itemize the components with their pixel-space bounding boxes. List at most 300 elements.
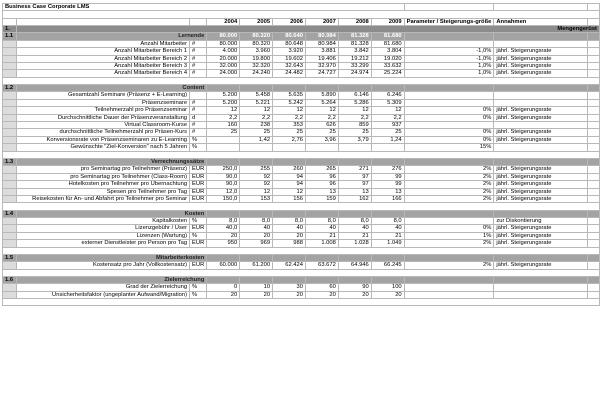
value-cell[interactable]: 3.842 xyxy=(338,48,371,55)
row-label[interactable]: Gewünschte "Ziel-Konversion" nach 5 Jahren xyxy=(16,144,189,151)
value-cell[interactable]: 160 xyxy=(207,122,240,129)
assumption-cell[interactable]: jährl. Steigerungsrate xyxy=(494,181,587,188)
row-label[interactable]: Unsicherheitsfaktor (ungeplanter Aufwand/Migration) xyxy=(16,291,189,298)
value-cell[interactable]: 988 xyxy=(273,240,306,247)
value-cell[interactable] xyxy=(371,144,404,151)
value-cell[interactable]: 20 xyxy=(240,291,273,298)
value-cell[interactable]: 5.221 xyxy=(240,99,273,106)
assumption-cell[interactable]: jährl. Steigerungsrate xyxy=(494,70,587,77)
value-cell[interactable]: 12 xyxy=(240,107,273,114)
value-cell[interactable]: 90,0 xyxy=(207,173,240,180)
value-cell[interactable]: 94 xyxy=(273,181,306,188)
value-cell[interactable]: 1,24 xyxy=(371,136,404,143)
row-unit[interactable]: # xyxy=(190,48,207,55)
value-cell[interactable]: 276 xyxy=(371,166,404,173)
value-cell[interactable]: 19.406 xyxy=(305,55,338,62)
value-cell[interactable]: 3.960 xyxy=(240,48,273,55)
section-number[interactable]: 1. xyxy=(3,26,17,33)
assumption-cell[interactable]: jährl. Steigerungsrate xyxy=(494,129,587,136)
group-header-value[interactable]: 80.640 xyxy=(273,33,306,40)
value-cell[interactable]: 8,0 xyxy=(371,217,404,224)
section-title[interactable]: Mengengerüst xyxy=(16,26,599,33)
parameter-cell[interactable] xyxy=(404,291,494,298)
assumption-cell[interactable]: jährl. Steigerungsrate xyxy=(494,107,587,114)
assumption-cell[interactable]: jährl. Steigerungsrate xyxy=(494,48,587,55)
value-cell[interactable]: 2,2 xyxy=(207,114,240,121)
assumption-cell[interactable]: jährl. Steigerungsrate xyxy=(494,188,587,195)
value-cell[interactable]: 60 xyxy=(305,284,338,291)
value-cell[interactable]: 20 xyxy=(207,232,240,239)
value-cell[interactable]: 32.970 xyxy=(305,63,338,70)
group-header-value[interactable] xyxy=(273,210,306,217)
value-cell[interactable]: 24.000 xyxy=(207,70,240,77)
value-cell[interactable]: 19.800 xyxy=(240,55,273,62)
value-cell[interactable]: 92 xyxy=(240,173,273,180)
value-cell[interactable]: 2,2 xyxy=(240,114,273,121)
group-header-value[interactable] xyxy=(305,276,338,283)
group-header-value[interactable] xyxy=(338,276,371,283)
value-cell[interactable]: 63.672 xyxy=(305,262,338,269)
assumption-cell[interactable] xyxy=(494,291,587,298)
group-header-value[interactable] xyxy=(371,276,404,283)
value-cell[interactable]: 66.245 xyxy=(371,262,404,269)
group-title[interactable]: Kosten xyxy=(16,210,206,217)
row-label[interactable]: Kostensatz pro Jahr (Vollkostensatz) xyxy=(16,262,189,269)
value-cell[interactable]: 153 xyxy=(240,195,273,202)
value-cell[interactable]: 12 xyxy=(371,107,404,114)
parameter-cell[interactable]: 2% xyxy=(404,173,494,180)
parameter-cell[interactable]: 2% xyxy=(404,195,494,202)
value-cell[interactable]: 20 xyxy=(371,291,404,298)
parameter-cell[interactable] xyxy=(404,92,494,99)
value-cell[interactable]: 3.881 xyxy=(305,48,338,55)
row-label[interactable]: Lizenzgebühr / User xyxy=(16,225,189,232)
row-label[interactable]: Gesamtzahl Seminare (Präsenz + E-Learning) xyxy=(16,92,189,99)
group-title[interactable]: Content xyxy=(16,85,206,92)
value-cell[interactable]: 159 xyxy=(305,195,338,202)
parameter-cell[interactable]: 2% xyxy=(404,262,494,269)
parameter-cell[interactable] xyxy=(404,99,494,106)
value-cell[interactable]: 969 xyxy=(240,240,273,247)
value-cell[interactable]: 40 xyxy=(371,225,404,232)
parameter-cell[interactable] xyxy=(404,40,494,47)
assumption-cell[interactable]: jährl. Steigerungsrate xyxy=(494,136,587,143)
group-header-value[interactable]: 81.328 xyxy=(338,33,371,40)
row-unit[interactable]: % xyxy=(190,136,207,143)
parameter-cell[interactable]: 15% xyxy=(404,144,494,151)
value-cell[interactable]: 8,0 xyxy=(338,217,371,224)
parameter-cell[interactable]: 2% xyxy=(404,181,494,188)
value-cell[interactable]: 92 xyxy=(240,181,273,188)
value-cell[interactable]: 8,0 xyxy=(240,217,273,224)
assumption-cell[interactable] xyxy=(494,144,587,151)
value-cell[interactable]: 2,2 xyxy=(273,114,306,121)
assumption-cell[interactable]: jährl. Steigerungsrate xyxy=(494,166,587,173)
row-unit[interactable]: % xyxy=(190,144,207,151)
value-cell[interactable]: 24.974 xyxy=(338,70,371,77)
group-header-value[interactable]: 80.984 xyxy=(305,33,338,40)
year-header-2005[interactable]: 2005 xyxy=(240,18,273,25)
group-header-value[interactable]: 80.320 xyxy=(240,33,273,40)
value-cell[interactable]: 80.984 xyxy=(305,40,338,47)
assumption-cell[interactable] xyxy=(494,122,587,129)
value-cell[interactable]: 859 xyxy=(338,122,371,129)
parameter-cell[interactable]: 0% xyxy=(404,136,494,143)
value-cell[interactable]: 1.049 xyxy=(371,240,404,247)
value-cell[interactable]: 20 xyxy=(338,291,371,298)
value-cell[interactable]: 80.648 xyxy=(273,40,306,47)
value-cell[interactable]: 5.200 xyxy=(207,92,240,99)
value-cell[interactable]: 250,0 xyxy=(207,166,240,173)
value-cell[interactable]: 80.320 xyxy=(240,40,273,47)
value-cell[interactable]: 156 xyxy=(273,195,306,202)
value-cell[interactable]: 40 xyxy=(338,225,371,232)
value-cell[interactable]: 265 xyxy=(305,166,338,173)
group-title[interactable]: Verrechnungssätze xyxy=(16,158,206,165)
row-unit[interactable]: # xyxy=(190,70,207,77)
group-header-value[interactable] xyxy=(207,276,240,283)
group-header-value[interactable] xyxy=(273,276,306,283)
row-unit[interactable]: # xyxy=(190,55,207,62)
value-cell[interactable]: 40,0 xyxy=(207,225,240,232)
value-cell[interactable]: 94 xyxy=(273,173,306,180)
group-number[interactable]: 1.1 xyxy=(3,33,17,40)
assumption-cell[interactable]: jährl. Steigerungsrate xyxy=(494,114,587,121)
parameter-cell[interactable]: 1% xyxy=(404,232,494,239)
year-header-2008[interactable]: 2008 xyxy=(338,18,371,25)
value-cell[interactable]: 61.200 xyxy=(240,262,273,269)
value-cell[interactable]: 12 xyxy=(273,188,306,195)
group-header-value[interactable] xyxy=(305,210,338,217)
assumption-cell[interactable]: zur Diskontierung xyxy=(494,217,587,224)
value-cell[interactable]: 12 xyxy=(240,188,273,195)
row-label[interactable]: Grad der Zielerreichung xyxy=(16,284,189,291)
value-cell[interactable]: 5.264 xyxy=(305,99,338,106)
year-header-2004[interactable]: 2004 xyxy=(207,18,240,25)
value-cell[interactable]: 62.424 xyxy=(273,262,306,269)
value-cell[interactable]: 25 xyxy=(305,129,338,136)
row-unit[interactable]: # xyxy=(190,99,207,106)
assumption-cell[interactable]: jährl. Steigerungsrate xyxy=(494,63,587,70)
value-cell[interactable]: 950 xyxy=(207,240,240,247)
value-cell[interactable]: 25 xyxy=(371,129,404,136)
group-header-value[interactable] xyxy=(273,254,306,261)
row-label[interactable]: Lizenzen (Wartung) xyxy=(16,232,189,239)
value-cell[interactable]: 13 xyxy=(338,188,371,195)
value-cell[interactable]: 5.286 xyxy=(338,99,371,106)
value-cell[interactable]: 5.635 xyxy=(273,92,306,99)
value-cell[interactable]: 260 xyxy=(273,166,306,173)
value-cell[interactable]: 25.224 xyxy=(371,70,404,77)
group-header-value[interactable] xyxy=(207,210,240,217)
group-header-value[interactable] xyxy=(305,85,338,92)
group-header-value[interactable] xyxy=(240,158,273,165)
value-cell[interactable]: 0 xyxy=(207,284,240,291)
group-number[interactable]: 1.4 xyxy=(3,210,17,217)
group-header-value[interactable] xyxy=(207,158,240,165)
row-unit[interactable]: # xyxy=(190,122,207,129)
row-label[interactable]: pro Seminartag pro Teilnehmer (Präsenz) xyxy=(16,166,189,173)
parameter-cell[interactable]: 0% xyxy=(404,225,494,232)
value-cell[interactable]: 5.309 xyxy=(371,99,404,106)
parameter-cell[interactable] xyxy=(404,122,494,129)
assumption-cell[interactable]: jährl. Steigerungsrate xyxy=(494,240,587,247)
group-title[interactable]: Lernende xyxy=(16,33,206,40)
group-number[interactable]: 1.3 xyxy=(3,158,17,165)
value-cell[interactable]: 81.328 xyxy=(338,40,371,47)
row-unit[interactable]: EUR xyxy=(190,188,207,195)
row-unit[interactable]: EUR xyxy=(190,240,207,247)
group-header-value[interactable]: 81.680 xyxy=(371,33,404,40)
value-cell[interactable]: 8,0 xyxy=(273,217,306,224)
group-header-value[interactable] xyxy=(273,85,306,92)
row-label[interactable]: Hotelkosten pro Teilnehmer pro Übernachtung xyxy=(16,181,189,188)
value-cell[interactable]: 33.299 xyxy=(338,63,371,70)
value-cell[interactable]: 2,2 xyxy=(338,114,371,121)
parameter-cell[interactable]: 0% xyxy=(404,129,494,136)
value-cell[interactable]: 25 xyxy=(207,129,240,136)
row-unit[interactable]: # xyxy=(190,107,207,114)
value-cell[interactable]: 21 xyxy=(338,232,371,239)
parameter-cell[interactable]: 1,0% xyxy=(404,70,494,77)
row-unit[interactable]: EUR xyxy=(190,195,207,202)
value-cell[interactable]: 96 xyxy=(305,173,338,180)
parameter-cell[interactable]: 0% xyxy=(404,107,494,114)
parameter-cell[interactable]: -1,0% xyxy=(404,48,494,55)
row-label[interactable]: Präsenzseminare xyxy=(16,99,189,106)
row-label[interactable]: externer Dienstleister pro Person pro Tag xyxy=(16,240,189,247)
value-cell[interactable] xyxy=(207,136,240,143)
parameter-cell[interactable]: 0% xyxy=(404,114,494,121)
row-unit[interactable]: % xyxy=(190,291,207,298)
group-number[interactable]: 1.6 xyxy=(3,276,17,283)
value-cell[interactable]: 3,79 xyxy=(338,136,371,143)
value-cell[interactable]: 6.146 xyxy=(338,92,371,99)
value-cell[interactable]: 96 xyxy=(305,181,338,188)
row-label[interactable]: Kapitalkosten xyxy=(16,217,189,224)
year-header-2009[interactable]: 2009 xyxy=(371,18,404,25)
value-cell[interactable]: 4.000 xyxy=(207,48,240,55)
group-header-value[interactable] xyxy=(273,158,306,165)
value-cell[interactable]: 13 xyxy=(371,188,404,195)
row-label[interactable]: Anzahl Mitarbeiter Bereich 3 xyxy=(16,63,189,70)
value-cell[interactable]: 271 xyxy=(338,166,371,173)
value-cell[interactable]: 5.242 xyxy=(273,99,306,106)
row-unit[interactable]: EUR xyxy=(190,225,207,232)
value-cell[interactable]: 90,0 xyxy=(207,181,240,188)
value-cell[interactable] xyxy=(305,144,338,151)
group-header-value[interactable] xyxy=(305,158,338,165)
value-cell[interactable]: 255 xyxy=(240,166,273,173)
value-cell[interactable]: 40 xyxy=(305,225,338,232)
value-cell[interactable]: 97 xyxy=(338,173,371,180)
row-unit[interactable]: # xyxy=(190,40,207,47)
row-label[interactable]: Reisekosten für An- und Abfahrt pro Teilnehmer pro Seminar xyxy=(16,195,189,202)
annahmen-header[interactable]: Annahmen xyxy=(494,18,587,25)
value-cell[interactable]: 19.020 xyxy=(371,55,404,62)
value-cell[interactable]: 99 xyxy=(371,173,404,180)
value-cell[interactable]: 32.643 xyxy=(273,63,306,70)
value-cell[interactable]: 3.804 xyxy=(371,48,404,55)
value-cell[interactable]: 8,0 xyxy=(207,217,240,224)
value-cell[interactable]: 626 xyxy=(305,122,338,129)
group-header-value[interactable] xyxy=(338,254,371,261)
row-label[interactable]: pro Seminartag pro Teilnehmer (Class-Room) xyxy=(16,173,189,180)
row-unit[interactable]: # xyxy=(190,129,207,136)
value-cell[interactable]: 238 xyxy=(240,122,273,129)
value-cell[interactable] xyxy=(207,144,240,151)
assumption-cell[interactable] xyxy=(494,284,587,291)
value-cell[interactable]: 80.000 xyxy=(207,40,240,47)
row-unit[interactable]: % xyxy=(190,284,207,291)
parameter-cell[interactable]: 2% xyxy=(404,240,494,247)
group-header-value[interactable]: 80.000 xyxy=(207,33,240,40)
group-header-value[interactable] xyxy=(207,254,240,261)
value-cell[interactable]: 24.240 xyxy=(240,70,273,77)
group-number[interactable]: 1.2 xyxy=(3,85,17,92)
row-unit[interactable]: # xyxy=(190,63,207,70)
group-header-value[interactable] xyxy=(338,158,371,165)
value-cell[interactable]: 32.000 xyxy=(207,63,240,70)
value-cell[interactable]: 99 xyxy=(371,181,404,188)
value-cell[interactable]: 12 xyxy=(273,107,306,114)
group-header-value[interactable] xyxy=(371,85,404,92)
value-cell[interactable]: 12 xyxy=(207,107,240,114)
row-label[interactable]: Durchschnittliche Dauer der Präsenzveranstaltung xyxy=(16,114,189,121)
row-unit[interactable]: EUR xyxy=(190,262,207,269)
value-cell[interactable]: 25 xyxy=(338,129,371,136)
value-cell[interactable]: 60.000 xyxy=(207,262,240,269)
row-unit[interactable]: % xyxy=(190,232,207,239)
row-unit[interactable]: % xyxy=(190,217,207,224)
value-cell[interactable]: 21 xyxy=(305,232,338,239)
year-header-2007[interactable]: 2007 xyxy=(305,18,338,25)
value-cell[interactable]: 20.000 xyxy=(207,55,240,62)
value-cell[interactable]: 19.602 xyxy=(273,55,306,62)
value-cell[interactable]: 937 xyxy=(371,122,404,129)
value-cell[interactable]: 97 xyxy=(338,181,371,188)
group-header-value[interactable] xyxy=(371,254,404,261)
value-cell[interactable]: 24.482 xyxy=(273,70,306,77)
group-header-value[interactable] xyxy=(240,254,273,261)
group-header-value[interactable] xyxy=(305,254,338,261)
value-cell[interactable]: 5.200 xyxy=(207,99,240,106)
value-cell[interactable]: 3.920 xyxy=(273,48,306,55)
assumption-cell[interactable]: jährl. Steigerungsrate xyxy=(494,55,587,62)
assumption-cell[interactable] xyxy=(494,99,587,106)
group-title[interactable]: Zielerreichung xyxy=(16,276,206,283)
value-cell[interactable]: 20 xyxy=(305,291,338,298)
value-cell[interactable]: 1.008 xyxy=(305,240,338,247)
group-header-value[interactable] xyxy=(338,85,371,92)
group-header-value[interactable] xyxy=(371,210,404,217)
group-header-value[interactable] xyxy=(240,210,273,217)
row-label[interactable]: Virtual Classroom-Kurse xyxy=(16,122,189,129)
parameter-cell[interactable]: -1,0% xyxy=(404,55,494,62)
value-cell[interactable] xyxy=(273,144,306,151)
group-header-value[interactable] xyxy=(207,85,240,92)
value-cell[interactable]: 12,0 xyxy=(207,188,240,195)
value-cell[interactable]: 13 xyxy=(305,188,338,195)
value-cell[interactable]: 2,2 xyxy=(305,114,338,121)
value-cell[interactable]: 64.946 xyxy=(338,262,371,269)
value-cell[interactable]: 30 xyxy=(273,284,306,291)
parameter-cell[interactable] xyxy=(404,217,494,224)
row-label[interactable]: Konversionsrate von Präsenzseminaren zu E-Learning xyxy=(16,136,189,143)
value-cell[interactable]: 40 xyxy=(240,225,273,232)
parameter-header[interactable]: Parameter / Steigerungs-größe xyxy=(404,18,494,25)
row-unit[interactable]: EUR xyxy=(190,173,207,180)
assumption-cell[interactable]: jährl. Steigerungsrate xyxy=(494,262,587,269)
value-cell[interactable]: 5.458 xyxy=(240,92,273,99)
year-header-2006[interactable]: 2006 xyxy=(273,18,306,25)
value-cell[interactable]: 10 xyxy=(240,284,273,291)
assumption-cell[interactable] xyxy=(494,92,587,99)
value-cell[interactable]: 33.632 xyxy=(371,63,404,70)
parameter-cell[interactable]: 2% xyxy=(404,166,494,173)
row-label[interactable]: Anzahl Mitarbeiter Bereich 2 xyxy=(16,55,189,62)
group-header-value[interactable] xyxy=(240,276,273,283)
value-cell[interactable]: 19.212 xyxy=(338,55,371,62)
value-cell[interactable]: 162 xyxy=(338,195,371,202)
group-header-value[interactable] xyxy=(338,210,371,217)
value-cell[interactable]: 40 xyxy=(273,225,306,232)
value-cell[interactable] xyxy=(240,144,273,151)
row-label[interactable]: Anzahl Mitarbeiter Bereich 1 xyxy=(16,48,189,55)
value-cell[interactable]: 166 xyxy=(371,195,404,202)
value-cell[interactable]: 20 xyxy=(273,232,306,239)
row-unit[interactable]: EUR xyxy=(190,181,207,188)
row-unit[interactable]: EUR xyxy=(190,166,207,173)
row-label[interactable]: durchschnittliche Teilnehmerzahl pro Präsen-Kurs xyxy=(16,129,189,136)
row-unit[interactable]: d xyxy=(190,114,207,121)
value-cell[interactable]: 24.727 xyxy=(305,70,338,77)
value-cell[interactable]: 32.320 xyxy=(240,63,273,70)
row-label[interactable]: Anzahl Mitarbeiter xyxy=(16,40,189,47)
value-cell[interactable]: 20 xyxy=(207,291,240,298)
value-cell[interactable]: 8,0 xyxy=(305,217,338,224)
value-cell[interactable]: 2,76 xyxy=(273,136,306,143)
value-cell[interactable]: 21 xyxy=(371,232,404,239)
value-cell[interactable]: 25 xyxy=(240,129,273,136)
parameter-cell[interactable]: 2% xyxy=(404,188,494,195)
value-cell[interactable]: 20 xyxy=(240,232,273,239)
assumption-cell[interactable]: jährl. Steigerungsrate xyxy=(494,195,587,202)
value-cell[interactable]: 5.890 xyxy=(305,92,338,99)
value-cell[interactable]: 353 xyxy=(273,122,306,129)
value-cell[interactable]: 90 xyxy=(338,284,371,291)
parameter-cell[interactable] xyxy=(404,284,494,291)
parameter-cell[interactable]: 1,0% xyxy=(404,63,494,70)
value-cell[interactable]: 20 xyxy=(273,291,306,298)
value-cell[interactable]: 12 xyxy=(338,107,371,114)
value-cell[interactable]: 1.028 xyxy=(338,240,371,247)
value-cell[interactable]: 25 xyxy=(273,129,306,136)
value-cell[interactable]: 2,2 xyxy=(371,114,404,121)
row-label[interactable]: Spesen pro Teilnehmer pro Tag xyxy=(16,188,189,195)
assumption-cell[interactable] xyxy=(494,40,587,47)
group-header-value[interactable] xyxy=(371,158,404,165)
assumption-cell[interactable]: jährl. Steigerungsrate xyxy=(494,173,587,180)
value-cell[interactable]: 81.680 xyxy=(371,40,404,47)
value-cell[interactable]: 12 xyxy=(305,107,338,114)
group-title[interactable]: Mitarbeiterkosten xyxy=(16,254,206,261)
assumption-cell[interactable]: jährl. Steigerungsrate xyxy=(494,225,587,232)
assumption-cell[interactable]: jährl. Steigerungsrate xyxy=(494,232,587,239)
value-cell[interactable]: 150,0 xyxy=(207,195,240,202)
value-cell[interactable]: 1,42 xyxy=(240,136,273,143)
group-number[interactable]: 1.5 xyxy=(3,254,17,261)
